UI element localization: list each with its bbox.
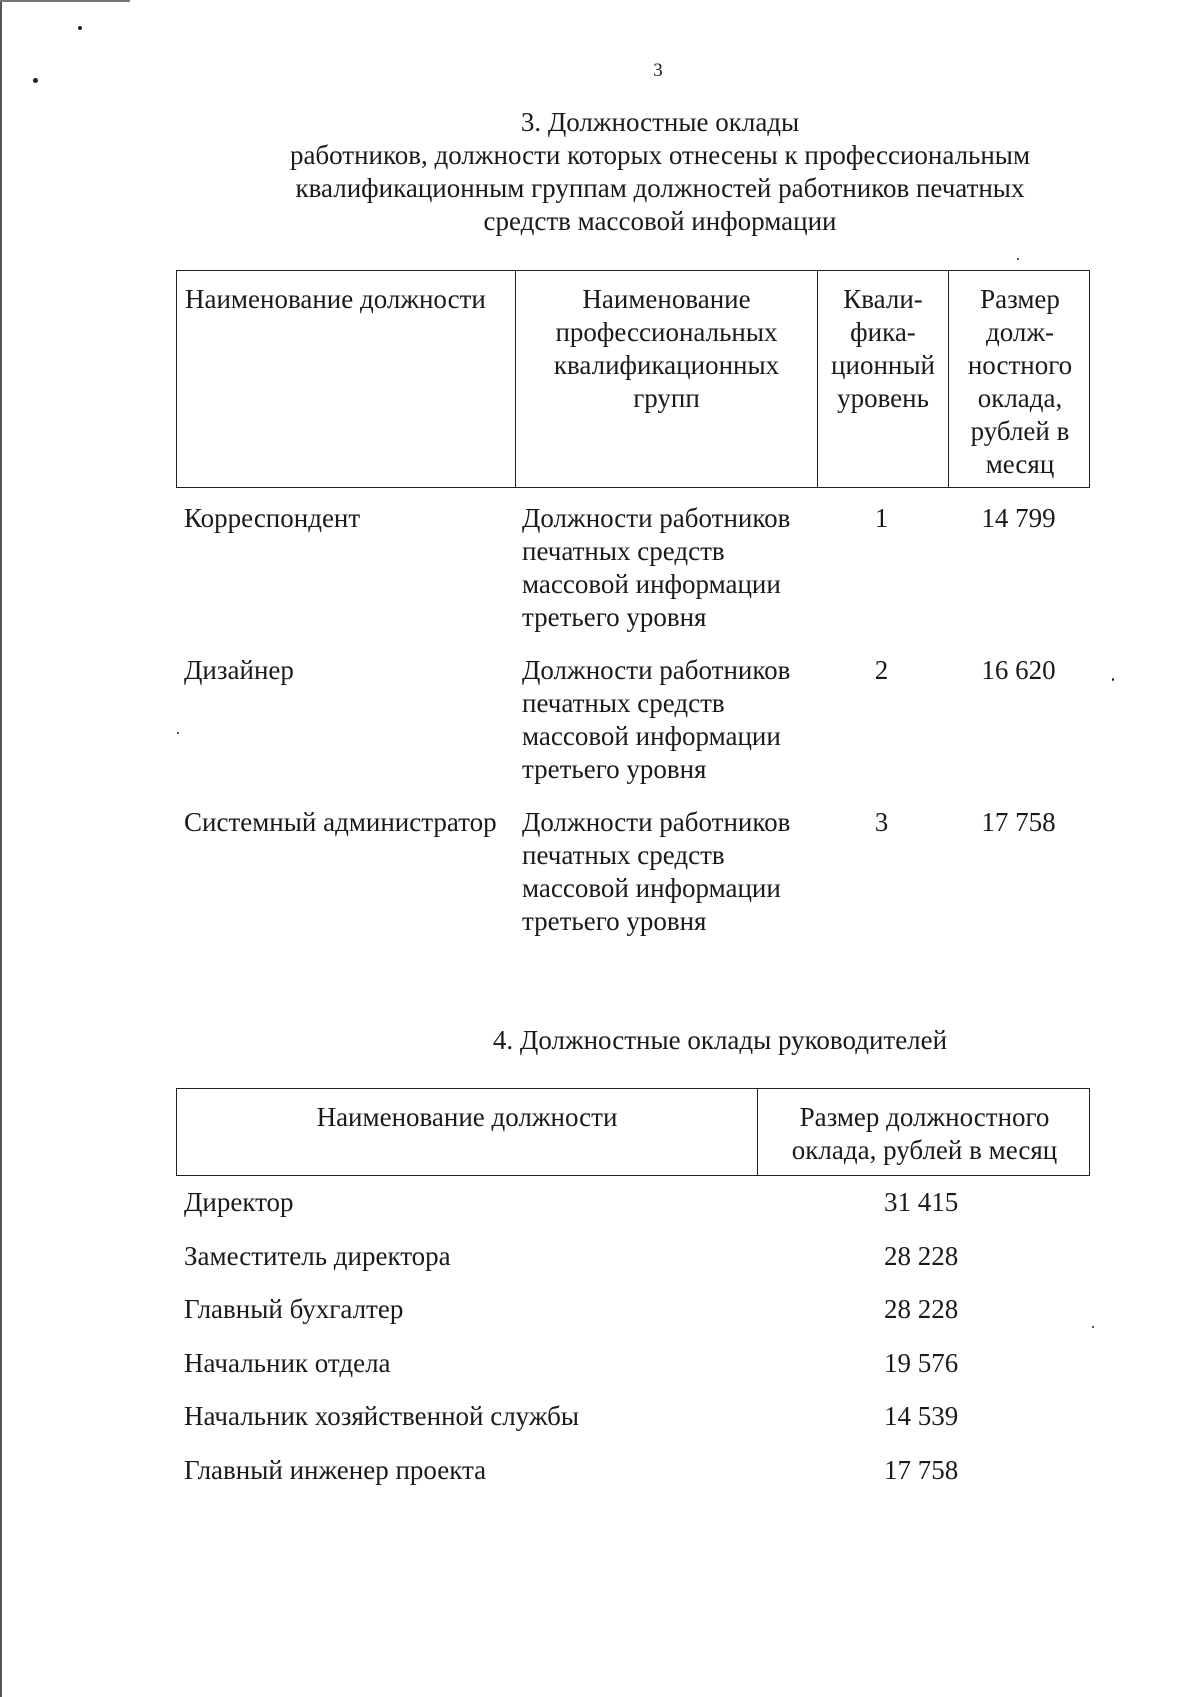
position-name: Главный инженер проекта: [184, 1454, 487, 1485]
qualification-level: 2: [874, 655, 889, 685]
header-line: рублей в: [970, 416, 1070, 446]
position-name: Системный администратор: [184, 807, 497, 837]
position-name: Начальник хозяйственной службы: [184, 1401, 579, 1431]
position-name: Начальник отдела: [184, 1347, 391, 1378]
page-left-edge: [0, 0, 2, 1697]
header-position: Наименование должности: [185, 284, 486, 314]
position-name: Заместитель директора: [184, 1240, 451, 1271]
table-row: [176, 654, 1090, 786]
group-line: Должности работников: [522, 655, 791, 685]
position-name: Директор: [184, 1187, 294, 1217]
table-body: [176, 1186, 1090, 1507]
table-row: [176, 1293, 1090, 1347]
header-line: месяц: [985, 449, 1055, 479]
header-line: Размер: [980, 284, 1060, 314]
header-qualification-level: [817, 271, 948, 487]
header-line: Размер должностного: [799, 1102, 1050, 1132]
scan-speck: [1017, 258, 1019, 260]
salary-value: 19 576: [884, 1347, 959, 1378]
qualification-group: [514, 806, 816, 938]
salary-value: 28 228: [884, 1240, 959, 1271]
salary-value: 14 799: [981, 503, 1056, 533]
group-line: печатных средств: [522, 536, 725, 566]
position-name: Корреспондент: [184, 503, 361, 533]
header-line: долж-: [985, 317, 1054, 347]
table-row: [176, 1347, 1090, 1401]
salary-value: 16 620: [981, 655, 1056, 685]
group-line: массовой информации: [522, 721, 781, 751]
position-name: Главный бухгалтер: [184, 1294, 404, 1324]
page-top-edge: [0, 0, 130, 2]
group-line: Должности работников: [522, 503, 791, 533]
group-line: третьего уровня: [522, 906, 707, 936]
qualification-level: 1: [874, 503, 889, 533]
group-line: третьего уровня: [522, 602, 707, 632]
section-3-heading-line: средств массовой информации: [483, 206, 837, 236]
group-line: печатных средств: [522, 688, 725, 718]
qualification-level: 3: [874, 807, 889, 837]
scan-speck: [78, 26, 82, 30]
section-3-heading: [180, 106, 1140, 238]
group-line: печатных средств: [522, 840, 725, 870]
header-line: оклада, рублей в месяц: [791, 1135, 1058, 1165]
header-salary: [757, 1089, 1091, 1175]
section-4-heading-line: 4. Должностные оклады руководителей: [492, 1025, 948, 1055]
salary-value: 28 228: [884, 1294, 959, 1324]
position-name: Дизайнер: [184, 655, 294, 685]
header-line: уровень: [837, 383, 929, 413]
header-line: профессиональных: [555, 317, 778, 347]
salary-value: 17 758: [884, 1454, 959, 1485]
section-4-heading: [180, 1024, 1200, 1057]
table-row: [176, 502, 1090, 634]
group-line: массовой информации: [522, 569, 781, 599]
group-line: массовой информации: [522, 873, 781, 903]
salary-table-managers: [176, 1088, 1090, 1507]
header-line: ностного: [967, 350, 1073, 380]
qualification-group: [514, 502, 816, 634]
header-line: Квали-: [843, 284, 923, 314]
qualification-group: [514, 654, 816, 786]
salary-value: 17 758: [981, 807, 1056, 837]
header-qualification-group: [515, 271, 817, 487]
table-row: [176, 1186, 1090, 1240]
scan-speck: [1112, 678, 1114, 681]
group-line: третьего уровня: [522, 754, 707, 784]
header-line: Наименование: [582, 284, 751, 314]
salary-table-print-media: [176, 270, 1090, 938]
table-row: [176, 1454, 1090, 1508]
table-header: [176, 1088, 1090, 1176]
header-salary: [948, 271, 1091, 487]
scan-speck: [1092, 1326, 1094, 1328]
table-row: [176, 1400, 1090, 1454]
page-number: 3: [653, 60, 663, 81]
section-3-heading-line: 3. Должностные оклады: [520, 107, 800, 137]
table-header: [176, 270, 1090, 488]
header-line: фика-: [850, 317, 916, 347]
section-3-heading-line: работников, должности которых отнесены к профессиональным: [289, 140, 1031, 170]
salary-value: 14 539: [884, 1401, 959, 1431]
header-line: оклада,: [977, 383, 1063, 413]
table-row: [176, 1240, 1090, 1294]
header-line: квалификационных: [553, 350, 780, 380]
header-position: Наименование должности: [316, 1102, 618, 1132]
section-3-heading-line: квалификационным группам должностей работников печатных: [295, 173, 1025, 203]
header-line: групп: [633, 383, 700, 413]
table-row: [176, 806, 1090, 938]
header-line: ционный: [831, 350, 935, 380]
group-line: Должности работников: [522, 807, 791, 837]
salary-value: 31 415: [884, 1187, 959, 1217]
